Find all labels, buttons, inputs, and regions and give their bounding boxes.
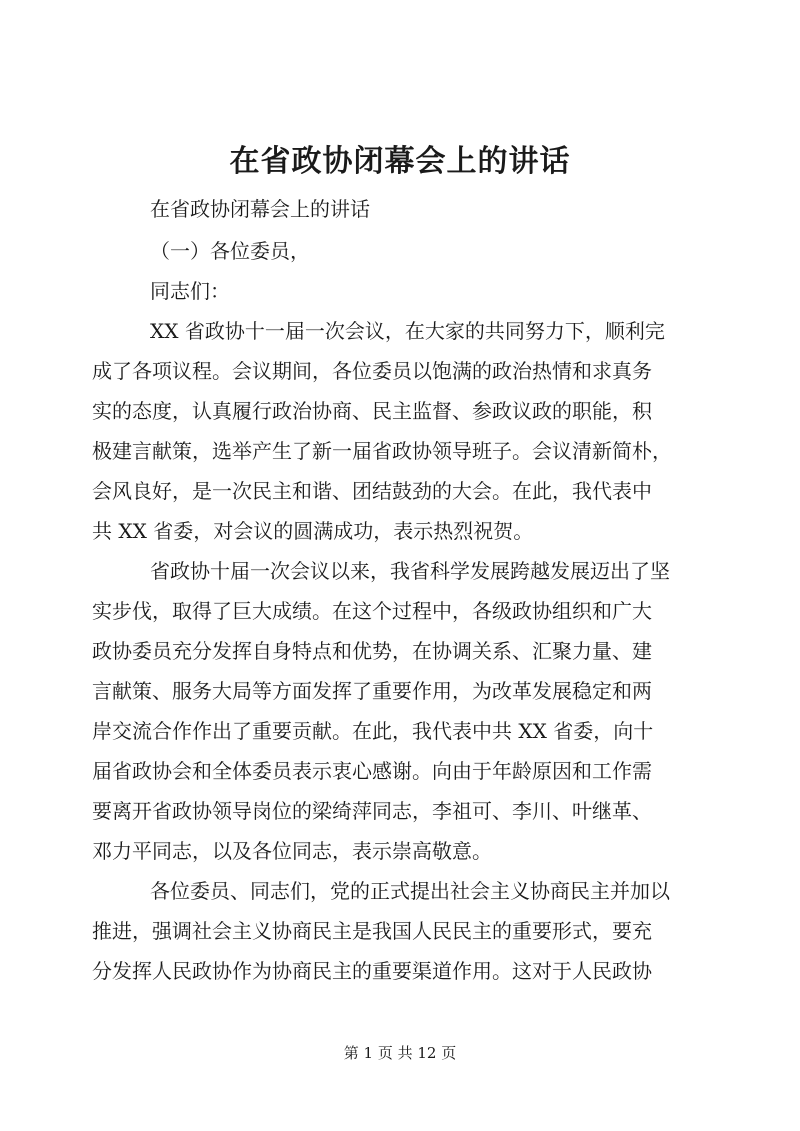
paragraph-line: 推进，强调社会主义协商民主是我国人民民主的重要形式，要充 [92, 919, 652, 943]
greeting-line-1: （一）各位委员， [150, 239, 310, 263]
document-title: 在省政协闭幕会上的讲话 [229, 144, 571, 179]
paragraph-line: 实的态度，认真履行政治协商、民主监督、参政议政的职能，积 [92, 399, 652, 423]
paragraph-line: 极建言献策，选举产生了新一届省政协领导班子。会议清新简朴， [92, 439, 672, 463]
document-subtitle: 在省政协闭幕会上的讲话 [150, 197, 370, 221]
paragraph-line: 要离开省政协领导岗位的梁绮萍同志，李祖可、李川、叶继革、 [92, 799, 652, 823]
paragraph-line: 共 XX 省委，对会议的圆满成功，表示热烈祝贺。 [92, 519, 534, 543]
paragraph-line: 各位委员、同志们，党的正式提出社会主义协商民主并加以 [150, 879, 670, 903]
paragraph-line: 岸交流合作作出了重要贡献。在此，我代表中共 XX 省委，向十 [92, 719, 654, 743]
paragraph-line: XX 省政协十一届一次会议，在大家的共同努力下，顺利完 [150, 319, 665, 343]
paragraph-line: 分发挥人民政协作为协商民主的重要渠道作用。这对于人民政协 [92, 959, 652, 983]
paragraph-line: 届省政协会和全体委员表示衷心感谢。向由于年龄原因和工作需 [92, 759, 652, 783]
paragraph-line: 邓力平同志，以及各位同志，表示崇高敬意。 [92, 839, 492, 863]
paragraph-line: 实步伐，取得了巨大成绩。在这个过程中，各级政协组织和广大 [92, 599, 652, 623]
paragraph-line: 政协委员充分发挥自身特点和优势，在协调关系、汇聚力量、建 [92, 639, 652, 663]
paragraph-line: 言献策、服务大局等方面发挥了重要作用，为改革发展稳定和两 [92, 679, 652, 703]
paragraph-line: 省政协十届一次会议以来，我省科学发展跨越发展迈出了坚 [150, 559, 670, 583]
paragraph-line: 成了各项议程。会议期间，各位委员以饱满的政治热情和求真务 [92, 359, 652, 383]
page-number-footer: 第 1 页 共 12 页 [343, 1044, 457, 1062]
paragraph-line: 会风良好，是一次民主和谐、团结鼓劲的大会。在此，我代表中 [92, 479, 652, 503]
greeting-line-2: 同志们： [150, 279, 230, 303]
